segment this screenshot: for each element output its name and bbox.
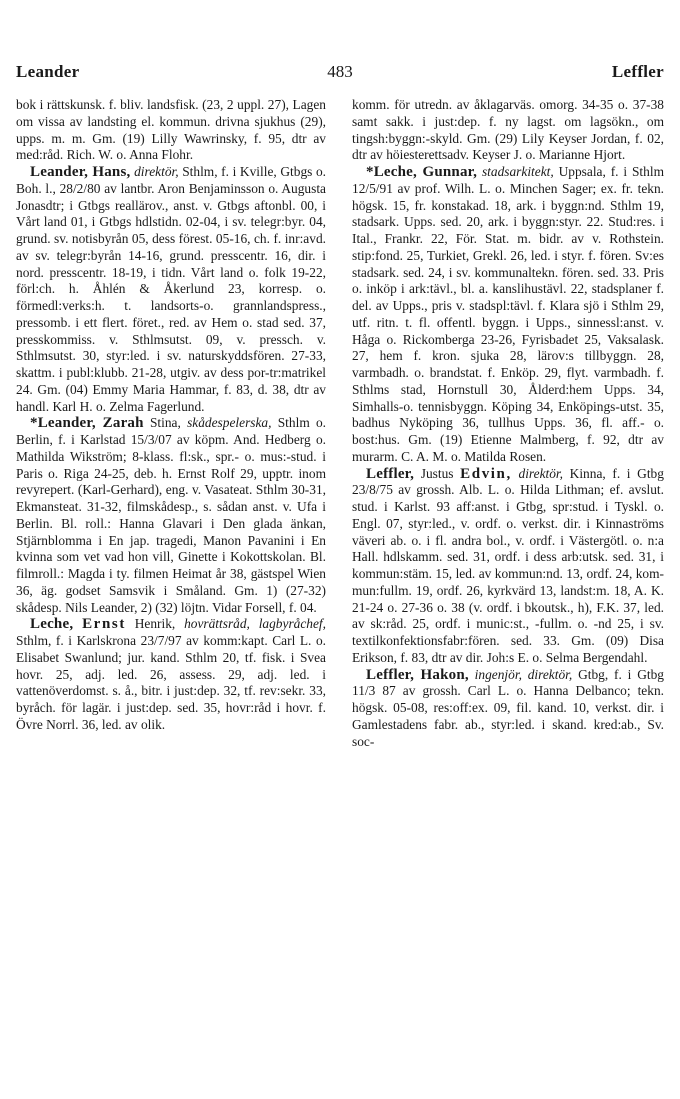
entry-text: Sthlm, f. i Kville, Gtbgs o. Boh. l., 28/2/80 av lantbr. Aron Benjaminsson o. Augusta Jonasdtr; i Gtbgs reallärov., anst. v. Gtbgs aftonbl. 00, i Vårt land 01, i Gtbgs hdlstidn. 02-04, i sv. telegr:byr. 04, grund. sv. notisbyrån 05, dess förest. 05-16, ch. f. inr:avd. av sv. telegr:byrån 14-16, grund. presscentr. 16, dir. i nord. presscentr. 18-19, i tidn. Vårt land o. folk 19-22, förl:ch. h. Åhlén & Åkerlund 23, korresp. o. förmedl:verks:h. t. landsorts-o. grannlandspress., pressomb. i ett flert. föret., red. av Hem o. stad sed. 37, presskommiss. v. Sthlmsutst. 09, v. pressch. v. Sthlmsutst. 30, styr:led. i sv. naturskyddsfören. 27-33, skattm. i publ:klubb. 21-28, utgiv. av dess por-tr:matrikel 24. Gm. (04) Emmy Maria Hammar, f. 83, d. 38, dtr av handl. Karl H. o. Zelma Fagerlund. <box>16 164 327 414</box>
entry-title: skådespelerska, <box>187 415 272 431</box>
entry-title: direktör, <box>518 465 564 481</box>
entry-leffler-edvin <box>352 466 664 667</box>
header-last-entry: Leffler <box>611 62 664 81</box>
entry-text: Gtbg, f. i Gtbg 11/3 87 av grossh. Carl L. o. Hanna Delbanco; tekn. högsk. 05-08, res:off:ex. 09, fil. kand. 10, verkst. dir. i Gamlestadens fabr. ab., styr:led. i skand. kred:ab., Sv. soc- <box>352 666 664 749</box>
entry-callname: Ernst <box>82 616 126 633</box>
entry-title: ingenjör, direktör, <box>474 666 573 682</box>
entry-surname: Leffler, <box>366 465 415 482</box>
entry-name: *Leander, Zarah <box>30 415 144 432</box>
entry-text: Uppsala, f. i Sthlm 12/5/91 av prof. Wilh. L. o. Minchen Sager; ex. fr. tekn. högsk. 15, fr. konstakad. 18, ark. i byggn:nd. Sthlm 19, stadsark. Upps. sed. 20, ark. i byggn:styr. 22. Stud:res. i Ital., Frankr. 22, För. Stat. m. bidr. av v. Rothstein. stip:fond. 25, Turkiet, Grekl. 26, led. i styr. f. fören. Sv:es stadsark. sed. 24, i sv. kommunaltekn. fören. sed. 33. Pris o. inköp i ark:tävl., bl. a. kanslihustävl. 22, stadsplaner f. del. av Upps., pris v. stadspl:tävl. f. Klara sjö i Sthlm 29, utf. ritn. t. fl. offentl. byggn. i Upps., sinnessl:anst. v. Håga o. Rickomberga 23-26, Fyrisbadet 25, Vaksalask. 27, hem f. kron. sjuka 28, lärov:s tillbyggn. 28, varmbadh. o. brandstat. f. Enköp. 29, flyt. varmbadh. f. Sthlms stad, Hornstull 30, Ålderd:hem Upps. 34, Simhalls-o. tennisbyggn. Köping 34, Enköpings-utst. 35, badhus Nyköping 36, tullhus Upps. 36, fl. aff.- o. bost:hus. Gm. (19) Etienne Malmberg, f. 92, dtr av murarm. C. A. M. o. Matilda Rosen. <box>352 164 664 464</box>
entry-continuation: bok i rättskunsk. f. bliv. landsfisk. (23, 2 uppl. 27), Lagen om vissa av landsting el. kommun. drivna sjukhus (29), upps. m. m. Gm. (19) Lilly Wawrinsky, f. 95, dtr av med:råd. Rich. W. o. Anna Flohr. <box>16 97 326 163</box>
entry-given-name: Stina, <box>149 415 181 431</box>
entry-leander-hans <box>16 164 326 415</box>
entry-leander-zarah <box>16 415 326 616</box>
entry-name: Leander, Hans, <box>30 164 131 180</box>
header-first-entry: Leander <box>16 62 80 81</box>
entry-leche-ernst <box>16 616 326 733</box>
entry-leche-gunnar <box>352 164 664 466</box>
entry-callname: Edvin, <box>460 465 512 482</box>
left-column <box>16 97 326 734</box>
entry-name: *Leche, Gunnar, <box>366 164 478 180</box>
entry-title: hovrättsråd, lagbyråchef, <box>184 616 326 632</box>
entry-title: direktör, <box>134 164 179 179</box>
entry-text: Sthlm o. Berlin, f. i Karlstad 15/3/07 av köpm. And. Hedberg o. Mathilda Wikström; 8-klass. fl:sk., spr.- o. mus:-stud. i Paris o. Riga 24-25, deb. h. Ernst Rolf 29, upptr. inom revyrepert. (Karl-Gerhard), eng. v. Vasateat. Sthlm 30-31, Ekmansteat. 31-32, filmskådesp., s. sådan anst. v. Ufa i Berlin. Bl. roll.: Hanna Glavari i Den glada änkan, Stjärnblomma i En jap. tragedi, Manon Pavanini i En kvinna som vet vad hon vill, Ginette i Kokottskolan. Bl. filmroll.: Magda i ty. filmen Heimat år 38, gästspel Wien 36, äg. godset Samsvik i Småland. Gm. 1) (27-32) skådesp. Nils Leander, 2) (32) löjtn. Vidar Forsell, f. 04. <box>16 415 327 615</box>
entry-title: stadsarkitekt, <box>481 164 554 179</box>
page-number: 483 <box>327 62 353 81</box>
entry-leffler-hakon <box>352 667 664 751</box>
entry-given-name: Henrik, <box>134 616 176 632</box>
entry-continuation: komm. för utredn. av åklagarväs. omorg. 34-35 o. 37-38 samt sakk. i just:dep. f. ny lagst. om lagsökn., om tingsh:byggn:-skyld. Gm. (29) Lily Keyser Jordan, f. 02, dtr av höiesterettsadv. Keyser J. o. Marianne Hjort. <box>352 97 664 163</box>
entry-surname: Leche, <box>30 616 74 633</box>
page-header <box>16 62 664 86</box>
entry-name: Leffler, Hakon, <box>366 666 469 683</box>
entry-text: Kinna, f. i Gtbg 23/8/75 av grossh. Alb. L. o. Hilda Lithman; ef. avslut. stud. i Karlst. 93 aff:anst. i Gtbg, spr:stud. i Tyskl. o. Engl. 07, styr:led., v. ordf. o. verkst. dir. i Kinnaströms väveri ab. o. i fl. andra bol., v. ordf. i Västergötl. o. n:a Hall. hdlskamm. sed. 31, ordf. i dess arb:utsk. sed. 31, i kommun:stäm. 15, led. av kommun:nd. 13, ordf. 24, kom-mun:fullm. 19, ordf. 26, kyrkvärd 13, landst:m. 18, A. K. 21-24 o. 27-36 o. 38 (v. ordf. i bkoutsk., h), F.K. 37, led. av sk:råd. 25, ordf. i munic:st., -fullm. o. -nd 25, i sv. textilkonfektionsfabr:fören. sed. 33. Gm. (09) Disa Erikson, f. 83, dtr av dir. Joh:s E. o. Selma Bergendahl. <box>352 465 664 665</box>
entry-text: Sthlm, f. i Karlskrona 23/7/97 av komm:kapt. Carl L. o. Elisabet Swanlund; jur. kand. Sthlm 20, tf. fisk. i Svea hovr. 25, adj. led. 26, assess. 29, adj. led. i vattenöverdomst. s. å., bitr. i just:dep. 32, tf. rev:sekr. 33, byråch. för lagär. i just:dep. sed. 35, hovr:råd i hovr. f. Övre Norrl. 36, led. av olik. <box>16 633 326 732</box>
entry-given-name: Justus <box>420 465 454 481</box>
right-column <box>352 97 664 750</box>
